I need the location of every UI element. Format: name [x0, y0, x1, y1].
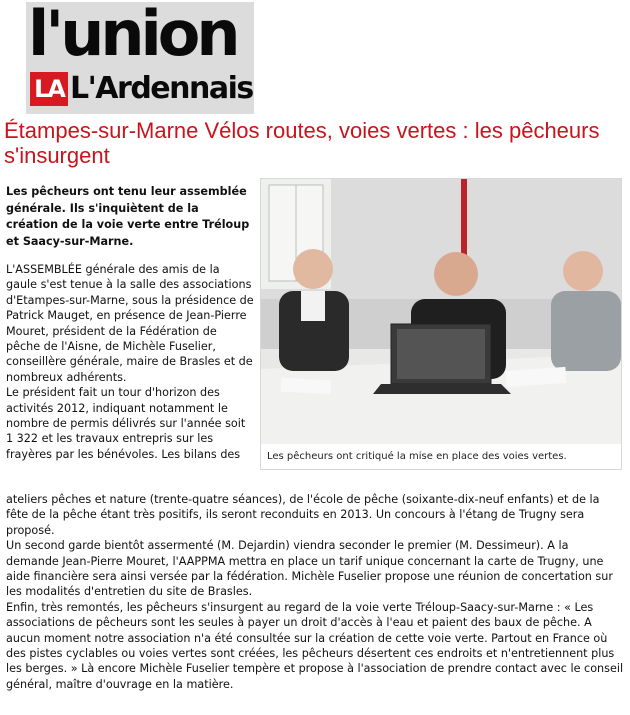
article-body-full	[6, 492, 624, 692]
paragraph-ateliers: ateliers pêches et nature (trente-quatre séances), de l'école de pêche (soixante-dix-neuf enfants) et de la fête de la pêche étant très positifs, ils seront reconduits en 2013. Un concours à l'étang de Trugny sera proposé.	[6, 493, 600, 537]
meeting-photo-image	[261, 179, 621, 444]
paragraph-voie-verte: Enfin, très remontés, les pêcheurs s'insurgent au regard de la voie verte Tréloup-Saacy-sur-Marne : « Les associations de pêcheurs sont les seules à payer un droit d'accès à l'eau et paient des baux de pêche. A aucun moment notre association n'a été consultée sur la création de cette voie verte. Partout en France où des pistes cyclables ou voies vertes sont créées, les pêcheurs désertent ces endroits et n'entretiennent plus les berges. » Là encore Michèle Fuselier tempère et propose à l'association de prendre contact avec le conseil général, maître d'ouvrage en la matière.	[6, 600, 624, 691]
newspaper-logo	[26, 2, 254, 114]
photo-caption: Les pêcheurs ont critiqué la mise en place des voies vertes.	[267, 451, 567, 462]
logo-ardennais-text: L'Ardennais	[70, 71, 253, 106]
article-body-narrow	[6, 262, 254, 462]
paragraph-president: Le président fait un tour d'horizon des activités 2012, indiquant notamment le nombre de permis délivrés sur l'année soit 1 322 et les travaux entrepris sur les frayères par les bénévoles. Les bilans des	[6, 386, 246, 461]
logo-la-mark: LA	[30, 72, 68, 106]
logo-union-text: l'union	[28, 0, 237, 70]
article-title: Étampes-sur-Marne Vélos routes, voies vertes : les pêcheurs s'insurgent	[4, 118, 600, 168]
article-lead: Les pêcheurs ont tenu leur assemblée générale. Ils s'inquiètent de la création de la voie verte entre Tréloup et Saacy-sur-Marne.	[6, 185, 250, 248]
paragraph-assemblee: L'ASSEMBLÉE générale des amis de la gaule s'est tenue à la salle des associations d'Etampes-sur-Marne, sous la présidence de Patrick Mauget, en présence de Jean-Pierre Mouret, président de la Fédération de pêche de l'Aisne, de Michèle Fuselier, conseillère générale, maire de Brasles et de nombreux adhérents.	[6, 263, 254, 384]
paragraph-garde: Un second garde bientôt assermenté (M. Dejardin) viendra seconder le premier (M. Dessimeur). A la demande Jean-Pierre Mouret, l'AAPPMA mettra en place un tarif unique concernant la carte de Trugny, une aide financière sera ainsi versée par la fédération. Michèle Fuselier propose une réunion de concertation sur les modalités d'entretien du site de Brasles.	[6, 539, 613, 599]
article-photo	[260, 178, 622, 470]
